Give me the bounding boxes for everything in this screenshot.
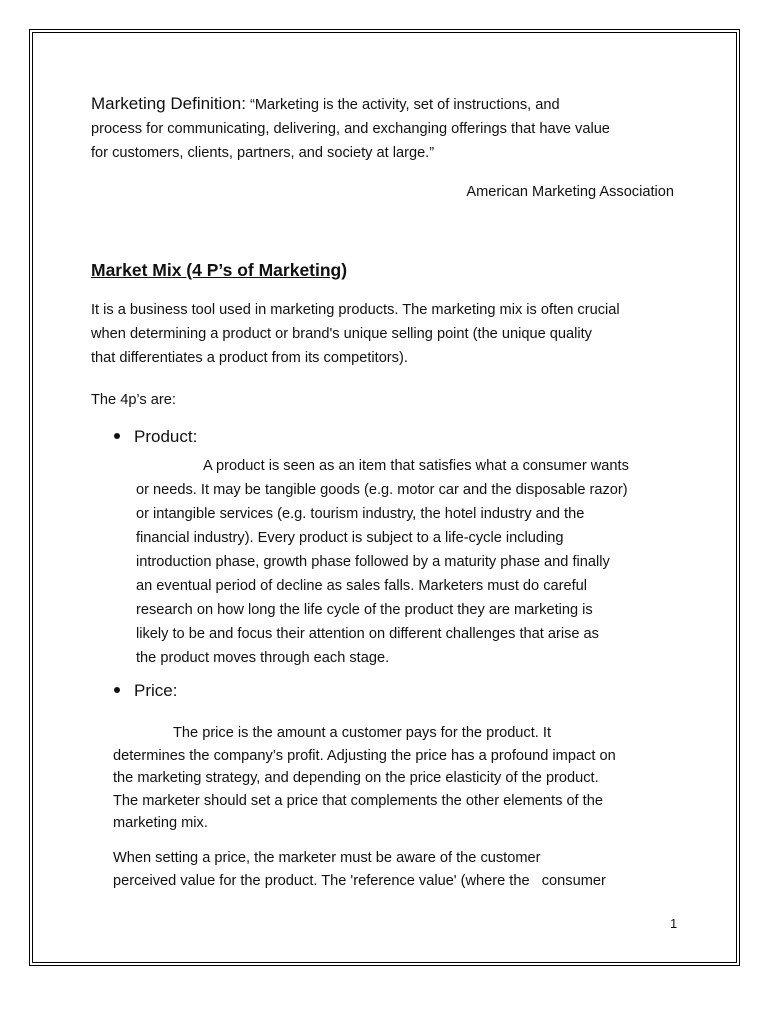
- price-line: perceived value for the product. The 'reference value' (where the consumer: [113, 872, 606, 889]
- intro-line: that differentiates a product from its competitors).: [91, 350, 408, 366]
- product-line: or needs. It may be tangible goods (e.g. motor car and the disposable razor): [136, 482, 628, 498]
- product-line: the product moves through each stage.: [136, 650, 390, 666]
- price-line-text: The price is the amount a customer pays for the product. It: [173, 725, 551, 741]
- price-title: Price:: [134, 681, 178, 700]
- product-title: Product:: [134, 427, 198, 446]
- product-line: or intangible services (e.g. tourism industry, the hotel industry and the: [136, 506, 585, 522]
- definition-source: American Marketing Association: [466, 184, 674, 200]
- definition-line-2: process for communicating, delivering, and exchanging offerings that have value: [91, 121, 610, 137]
- price-line: marketing mix.: [113, 815, 208, 831]
- definition-label: Marketing Definition:: [91, 94, 246, 113]
- product-line: an eventual period of decline as sales falls. Marketers must do careful: [136, 578, 588, 594]
- product-line: likely to be and focus their attention on different challenges that arise as: [136, 626, 599, 642]
- intro-line: It is a business tool used in marketing products. The marketing mix is often crucial: [91, 302, 620, 318]
- intro-line: when determining a product or brand's unique selling point (the unique quality: [91, 326, 592, 342]
- list-intro: The 4p’s are:: [91, 392, 176, 408]
- price-line: [113, 722, 703, 745]
- product-line: introduction phase, growth phase followed by a maturity phase and finally: [136, 554, 610, 570]
- price-line: The marketer should set a price that complements the other elements of the: [113, 792, 603, 809]
- product-line: financial industry). Every product is subject to a life-cycle including: [136, 530, 564, 546]
- price-paragraph-2: [113, 847, 703, 892]
- definition-line-1: [91, 92, 711, 117]
- definition-quote-start: “Marketing is the activity, set of instructions, and: [250, 97, 560, 113]
- price-paragraph: [113, 722, 703, 835]
- bullet-icon: [114, 433, 120, 439]
- product-bullet: [114, 427, 197, 447]
- definition-block: [91, 92, 711, 165]
- price-line: When setting a price, the marketer must be aware of the customer: [113, 850, 541, 866]
- product-line: research on how long the life cycle of the product they are marketing is: [136, 602, 593, 618]
- price-bullet: [114, 681, 177, 701]
- intro-paragraph: [91, 298, 711, 370]
- page-number: 1: [670, 916, 678, 931]
- bullet-icon: [114, 687, 120, 693]
- product-line-text: A product is seen as an item that satisfies what a consumer wants: [203, 458, 629, 474]
- section-heading: Market Mix (4 P’s of Marketing): [91, 260, 348, 280]
- definition-line-3: for customers, clients, partners, and society at large.”: [91, 145, 435, 161]
- product-paragraph: [136, 454, 696, 670]
- product-line: [136, 454, 696, 478]
- price-line: the marketing strategy, and depending on the price elasticity of the product.: [113, 770, 599, 786]
- price-line: determines the company’s profit. Adjusting the price has a profound impact on: [113, 747, 616, 764]
